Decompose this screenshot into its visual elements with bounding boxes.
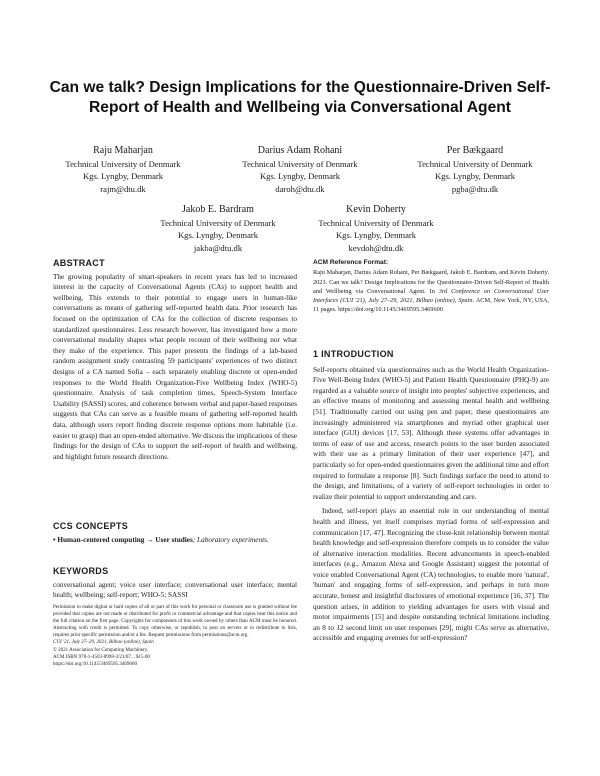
permission-block xyxy=(53,604,297,668)
author-location: Kgs. Lyngby, Denmark xyxy=(82,171,164,181)
ccs-concept-secondary: ; Laboratory experiments. xyxy=(192,535,269,544)
author-name: Raju Maharjan xyxy=(93,145,153,156)
introduction-paragraph: Indeed, self-report plays an essential role in our understanding of mental health and illness, yet itself comprises myriad forms of self-expression and communication [17, 47]. Recognizing the close-knit relationship between mental health knowledge and self-expression therefore compels us to consider the value of alternative interaction modalities. Recent advancements in speech-enabled interfaces (e.g., Amazon Alexa and Google Assistant) suggest the potential of voice enabled Conversational Agent (CA) technologies, to enable more 'natural', 'human' and engaging forms of self-expression, and perhaps in turn more accurate, honest and insightful disclosures of emotional experience [16, 37]. The question arises, in addition to yielding advantages for users with visual and motor impairments [15] and despite outstanding technical limitations including an 8 to 12 second limit on user responses [29], might CAs serve as alternative, accessible and engaging avenues for self-expression? xyxy=(313,507,549,643)
author-affiliation: Technical University of Denmark xyxy=(318,217,434,228)
author-name: Per Bækgaard xyxy=(446,145,504,156)
paper-title: Can we talk? Design Implications for the Questionnaire-Driven Self-Report of Health and Wellbeing via Conversational Agent xyxy=(49,79,551,116)
author-email: daroh@dtu.dk xyxy=(275,183,325,194)
conference-info: CUI '21, July 27–29, 2021, Bilbao (online), Spain xyxy=(53,639,154,646)
reference-venue: 3rd Conference on Conversational User Interfaces (CUI '21), July 27–29, 2021, Bilbao (online), Spain. xyxy=(313,287,549,305)
author-affiliation: Technical University of Denmark xyxy=(417,158,533,169)
ccs-concepts xyxy=(53,535,297,546)
author-block xyxy=(405,145,545,195)
introduction-heading: 1 INTRODUCTION xyxy=(313,349,394,359)
reference-format-text xyxy=(313,268,549,314)
author-name: Kevin Doherty xyxy=(346,204,406,215)
isbn-line: ACM ISBN 978-1-4503-8998-3/21/07... $15.00 xyxy=(53,653,150,660)
doi-link[interactable]: https://doi.org/10.1145/3469595.3469600 xyxy=(53,660,137,667)
reference-authors-title: Raju Maharjan, Darius Adam Rohani, Per Bækgaard, Jakob E. Bardram, and Kevin Doherty. 2021. Can we talk? Design Implications for the Questionnaire-Driven Self-Report of Health and Wellbeing via Conversational Agent. In xyxy=(313,269,549,295)
copyright-line: © 2021 Association for Computing Machinery. xyxy=(53,646,149,653)
author-name: Jakob E. Bardram xyxy=(182,204,254,215)
author-email: kevdoh@dtu.dk xyxy=(348,242,404,253)
author-location: Kgs. Lyngby, Denmark xyxy=(177,230,259,240)
author-affiliation: Technical University of Denmark xyxy=(242,158,358,169)
author-block xyxy=(306,204,446,254)
abstract-text: The growing popularity of smart-speakers in recent years has led to increased interest in the capacity of Conversational Agents (CAs) to support health and wellbeing. This extends to their potential to engage users in human-like conversations as means of gathering self-reported health data. Prior research has focused on the optimization of CAs for the collection of discrete responses to standardized questionnaires. Less research however, has investigated how a more conversational modality shapes what people recount of their wellbeing nor what they make of the experience. This paper presents the findings of a lab-based random assignment study contrasting 59 participants' experiences of two distinct designs of a CA named Sofia – each separately enabling discrete or open-ended responses to the World Health Organization-Five Wellbeing Index (WHO-5) questionnaire. Analysis of task completion times, Speech-System Interface Usability (SASSI) scores, and coherence between verbal and paper-based responses suggests that CAs can serve as a feasible means of gathering self-reported health data, although users report finding discrete response options more habitable (i.e. easier to grasp) than an open-ended alternative. We discuss the implications of these findings for the design of CAs to support the self-report of health and wellbeing, and highlight future research directions. xyxy=(53,272,297,461)
abstract-section xyxy=(53,258,297,462)
author-block xyxy=(230,145,370,195)
ccs-section xyxy=(53,521,297,545)
author-location: Kgs. Lyngby, Denmark xyxy=(434,171,516,181)
ccs-concept-primary: • Human-centered computing → User studies xyxy=(53,535,193,544)
permission-notice: Permission to make digital or hard copies of all or part of this work for personal or classroom use is granted without fee provided that copies are not made or distributed for profit or commercial advantage and that copies bear this notice and the full citation on the first page. Copyrights for components of this work owned by others than ACM must be honored. Abstracting with credit is permitted. To copy otherwise, or republish, to post on servers or to redistribute to lists, requires prior specific permission and/or a fee. Request permissions from permissions@acm.org. xyxy=(53,604,297,639)
abstract-heading: ABSTRACT xyxy=(53,258,105,268)
author-block xyxy=(148,204,288,254)
author-email: pgba@dtu.dk xyxy=(451,183,499,194)
author-location: Kgs. Lyngby, Denmark xyxy=(335,230,417,240)
author-affiliation: Technical University of Denmark xyxy=(160,217,276,228)
author-affiliation: Technical University of Denmark xyxy=(65,158,181,169)
reference-publisher: ACM, New York, NY, USA, 11 pages. https://doi.org/10.1145/3469595.3469600 xyxy=(313,297,550,314)
ccs-heading: CCS CONCEPTS xyxy=(53,521,129,531)
keywords-text: conversational agent; voice user interface; conversational user interface; mental health; wellbeing; self-report; WHO-5; SASSI xyxy=(53,580,297,600)
author-location: Kgs. Lyngby, Denmark xyxy=(259,171,341,181)
author-name: Darius Adam Rohani xyxy=(257,145,343,156)
keywords-heading: KEYWORDS xyxy=(53,566,109,576)
reference-format xyxy=(313,258,549,315)
author-email: rajm@dtu.dk xyxy=(100,183,146,194)
introduction-paragraph: Self-reports obtained via questionnaires such as the World Health Organization-Five Well-Being Index (WHO-5) and Patient Health Questionnaire (PHQ-9) are regarded as a valuable source of insight into peoples' subjective experiences, and an effective means of monitoring and assessing mental health and wellbeing [51]. Traditionally carried out using pen and paper, these questionnaires are increasingly administered via smartphones and myriad other graphical user interface (GUI) devices [17, 53]. Although these systems offer advantages in terms of ease of use and access, research points to the user burden associated with their use as a primary limitation of their user experience [47], and particularly so for open-ended questionnaires given the additional time and effort required to formulate a response [8]. Such findings surface the need to attend to the design, and limitations, of a variety of self-report technologies in order to realize their potential to support understanding and care. xyxy=(313,365,549,501)
author-block xyxy=(53,145,193,195)
keywords-section xyxy=(53,566,297,601)
reference-format-heading: ACM Reference Format: xyxy=(313,259,389,266)
introduction-section xyxy=(313,349,549,644)
author-email: jakba@dtu.dk xyxy=(193,242,243,253)
